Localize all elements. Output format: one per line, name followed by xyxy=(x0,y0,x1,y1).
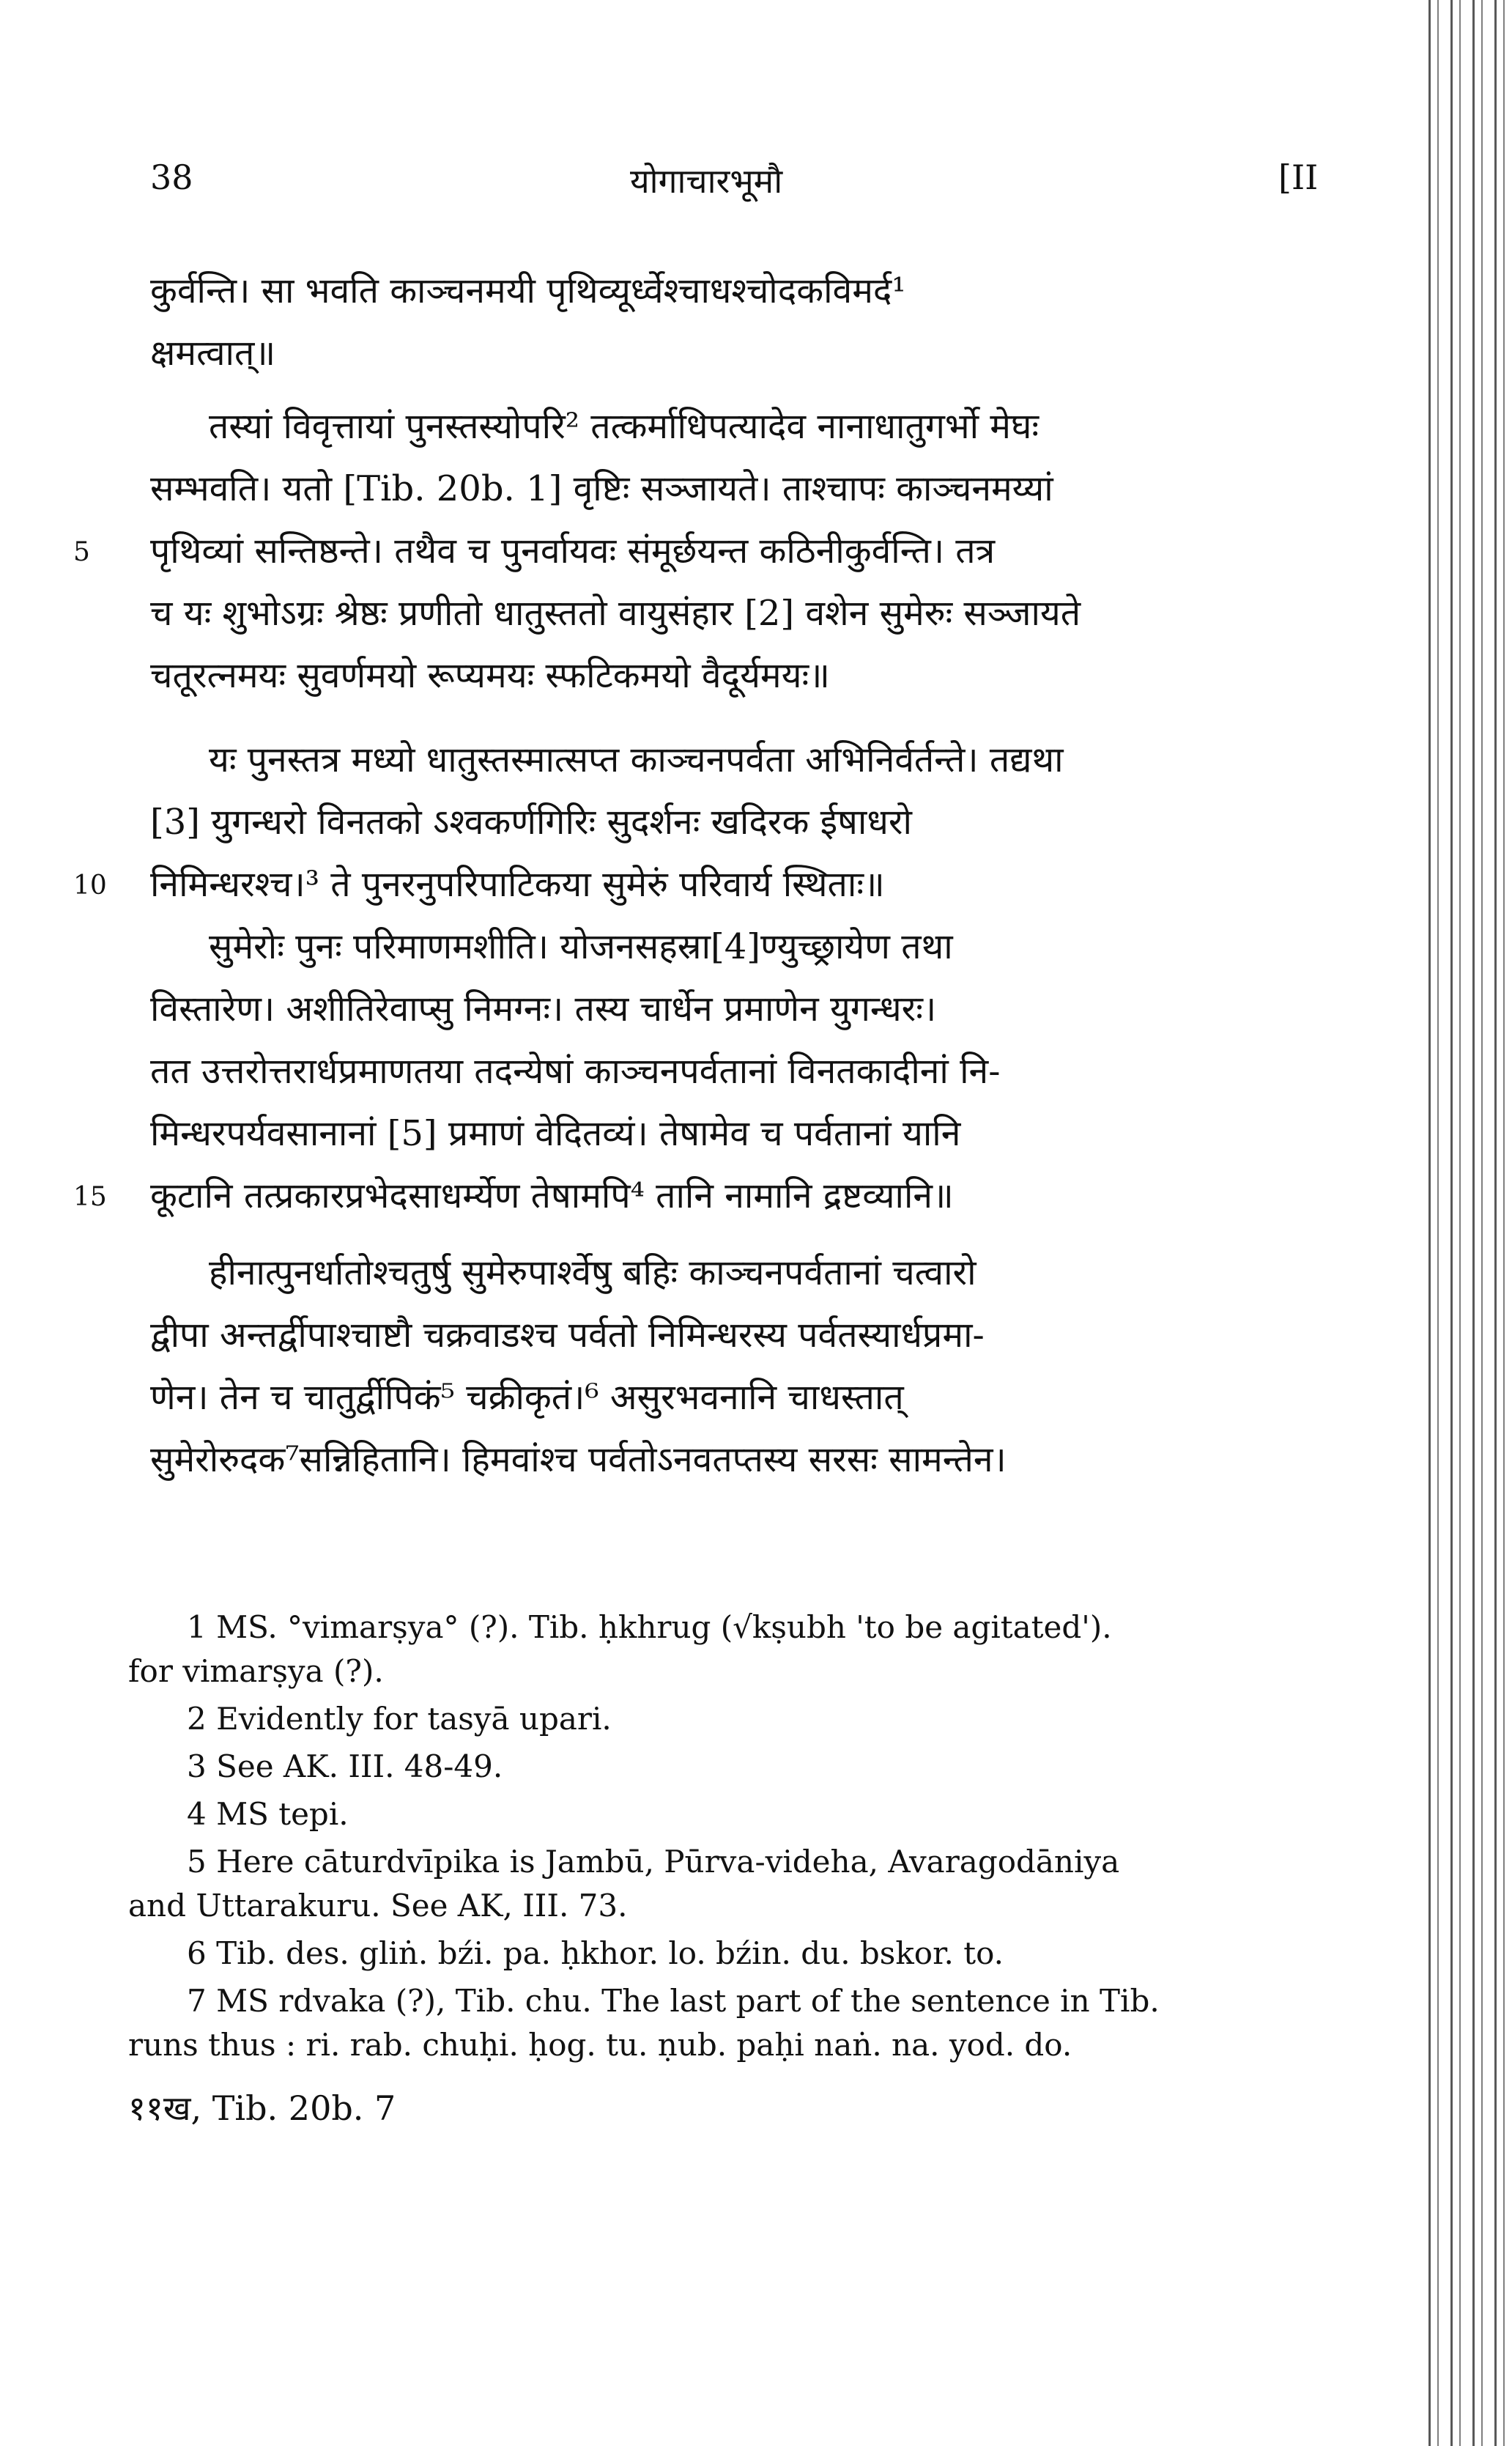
text-line: कुर्वन्ति। सा भवति काञ्चनमयी पृथिव्यूर्ध्वेश्चाधश्चोदकविमर्द¹ xyxy=(150,270,906,311)
text-line: पृथिव्यां सन्तिष्ठन्ते। तथैव च पुनर्वायवः संमूर्छयन्त कठिनीकुर्वन्ति। तत्र xyxy=(150,531,996,572)
text-line: मिन्धरपर्यवसानानां [5] प्रमाणं वेदितव्यं। तेषामेव च पर्वतानां यानि xyxy=(150,1113,961,1154)
text-line: सम्भवति। यतो [Tib. 20b. 1] वृष्टिः सञ्जायते। ताश्चापः काञ्चनमय्यां xyxy=(150,468,1053,509)
footnote-line: 2 Evidently for tasyā upari. xyxy=(187,1701,612,1737)
text-line: तत उत्तरोत्तरार्धप्रमाणतया तदन्येषां काञ्चनपर्वतानां विनतकादीनां नि- xyxy=(150,1051,1001,1092)
text-line: हीनात्पुनर्धातोश्चतुर्षु सुमेरुपार्श्वेषु बहिः काञ्चनपर्वतानां चत्वारो xyxy=(209,1252,976,1293)
page-number: 38 xyxy=(150,158,193,197)
scanned-binding-edge xyxy=(1424,0,1512,2446)
footnote-line: 3 See AK. III. 48-49. xyxy=(187,1748,503,1784)
section-marker: [II xyxy=(1278,158,1319,197)
text-line: च यः शुभोऽग्रः श्रेष्ठः प्रणीतो धातुस्ततो वायुसंहार [2] वशेन सुमेरुः सञ्जायते xyxy=(150,593,1081,634)
running-title: योगाचारभूमौ xyxy=(630,161,783,201)
line-number-10: 10 xyxy=(73,871,107,901)
text-line: निमिन्धरश्च।³ ते पुनरनुपरिपाटिकया सुमेरुं परिवार्य स्थिताः॥ xyxy=(150,864,885,905)
text-line: णेन। तेन च चातुर्द्वीपिकं⁵ चक्रीकृतं।⁶ असुरभवनानि चाधस्तात् xyxy=(150,1377,904,1418)
text-line: चतूरत्नमयः सुवर्णमयो रूप्यमयः स्फटिकमयो वैदूर्यमयः॥ xyxy=(150,655,830,696)
footnote-line: 6 Tib. des. gliṅ. bźi. pa. ḥkhor. lo. bźin. du. bskor. to. xyxy=(187,1935,1004,1971)
footnote-line: 5 Here cāturdvīpika is Jambū, Pūrva-videha, Avaragodāniya xyxy=(187,1844,1120,1880)
text-line: सुमेरोरुदक⁷सन्निहितानि। हिमवांश्च पर्वतोऽनवतप्तस्य सरसः सामन्तेन। xyxy=(150,1439,1007,1480)
line-number-5: 5 xyxy=(73,537,90,567)
text-line: द्वीपा अन्तर्द्वीपाश्चाष्टौ चक्रवाडश्च पर्वतो निमिन्धरस्य पर्वतस्यार्धप्रमा- xyxy=(150,1315,985,1356)
text-line: कूटानि तत्प्रकारप्रभेदसाधर्म्येण तेषामपि⁴ तानि नामानि द्रष्टव्यानि॥ xyxy=(150,1175,954,1216)
footnote-line: for vimarṣya (?). xyxy=(128,1653,384,1689)
text-line: तस्यां विवृत्तायां पुनस्तस्योपरि² तत्कर्माधिपत्यादेव नानाधातुगर्भो मेघः xyxy=(209,406,1040,447)
footnote-line: 7 MS rdvaka (?), Tib. chu. The last part of the sentence in Tib. xyxy=(187,1983,1160,2019)
folio-reference: ११ख, Tib. 20b. 7 xyxy=(128,2088,396,2128)
text-line: सुमेरोः पुनः परिमाणमशीति। योजनसहस्रा[4]ण्युच्छ्रायेण तथा xyxy=(209,926,953,967)
footnote-line: 4 MS tepi. xyxy=(187,1796,349,1832)
text-line: क्षमत्वात्॥ xyxy=(150,333,276,374)
text-line: विस्तारेण। अशीतिरेवाप्सु निमग्नः। तस्य चार्धेन प्रमाणेन युगन्धरः। xyxy=(150,989,937,1030)
footnote-line: 1 MS. °vimarṣya° (?). Tib. ḥkhrug (√kṣubh 'to be agitated'). xyxy=(187,1609,1112,1645)
text-line: [3] युगन्धरो विनतको ऽश्वकर्णगिरिः सुदर्शनः खदिरक ईषाधरो xyxy=(150,802,912,843)
line-number-15: 15 xyxy=(73,1182,107,1212)
footnote-line: runs thus : ri. rab. chuḥi. ḥog. tu. ṇub. paḥi naṅ. na. yod. do. xyxy=(128,2027,1072,2063)
text-line: यः पुनस्तत्र मध्यो धातुस्तस्मात्सप्त काञ्चनपर्वता अभिनिर्वर्तन्ते। तद्यथा xyxy=(209,739,1064,780)
footnote-line: and Uttarakuru. See AK, III. 73. xyxy=(128,1888,628,1924)
